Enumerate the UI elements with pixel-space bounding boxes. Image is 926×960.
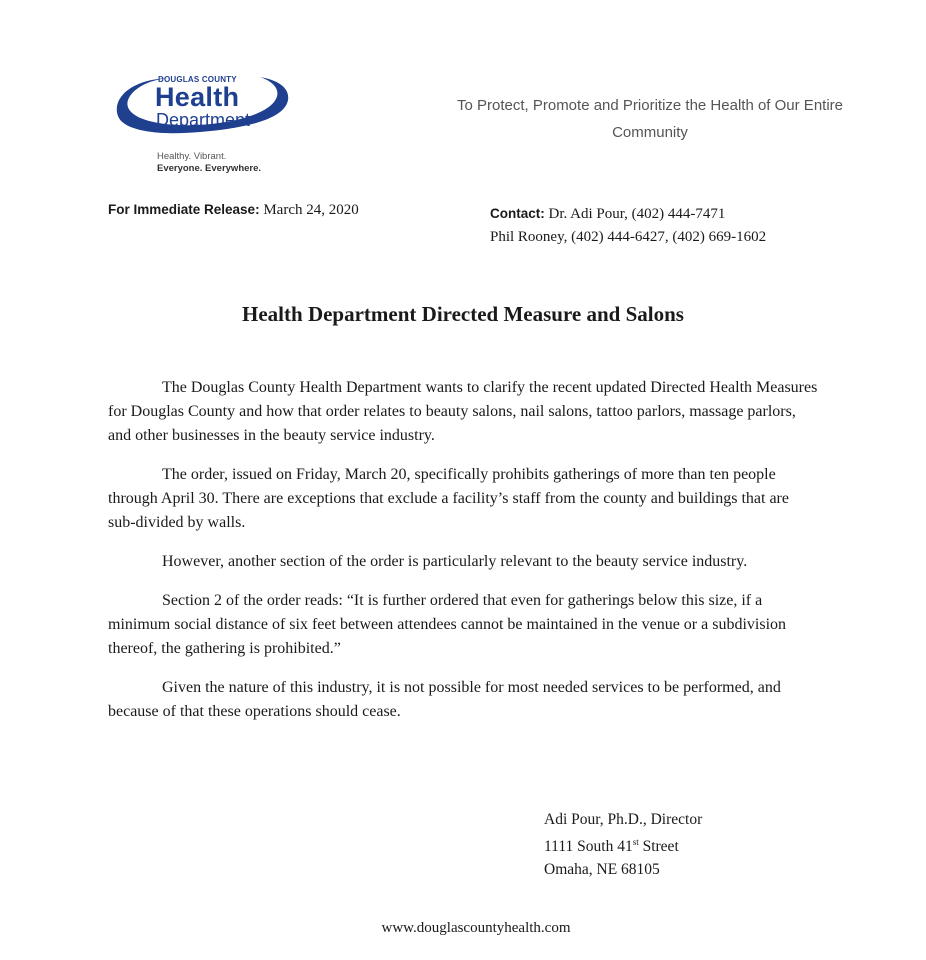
release-date: March 24, 2020 (263, 202, 359, 218)
paragraph: The order, issued on Friday, March 20, specifically prohibits gatherings of more than ten people through April 30. There are exceptions that exclude a facility’s staff from the county and buildings that are sub-divided by walls. (108, 466, 789, 531)
signature-block (544, 808, 702, 881)
logo-tagline-1: Healthy. Vibrant. (157, 151, 227, 162)
logo-department-text: Department (156, 110, 251, 130)
signature-name: Adi Pour, Ph.D., Director (544, 811, 703, 828)
logo-tagline-2: Everyone. Everywhere. (157, 163, 262, 174)
page-title: Health Department Directed Measure and Salons (242, 302, 684, 326)
mission-line-2: Community (612, 124, 688, 141)
signature-city: Omaha, NE 68105 (544, 861, 660, 879)
release-info: For Immediate Release: March 24, 2020 (108, 202, 359, 218)
contact-label: Contact: (490, 206, 545, 221)
paragraph: However, another section of the order is particularly relevant to the beauty service industry. (162, 553, 748, 570)
footer-website: www.douglascountyhealth.com (381, 920, 571, 936)
signature-street: 1111 South 41st Street (544, 837, 679, 856)
health-department-logo (110, 72, 310, 182)
mission-statement (420, 92, 880, 146)
paragraph: Section 2 of the order reads: “It is further ordered that even for gatherings below this size, if a minimum social distance of six feet between attendees cannot be maintained in the venue or a subdivision thereof, the gathering is prohibited.” (108, 592, 787, 657)
logo-county-text: DOUGLAS COUNTY (158, 75, 237, 84)
contact-line-2: Phil Rooney, (402) 444-6427, (402) 669-1602 (490, 229, 767, 245)
mission-line-1: To Protect, Promote and Prioritize the Health of Our Entire (456, 97, 843, 114)
paragraph: Given the nature of this industry, it is not possible for most needed services to be performed, and because of that these operations should cease. (108, 679, 781, 720)
paragraph: The Douglas County Health Department wants to clarify the recent updated Directed Health Measures for Douglas County and how that order relates to beauty salons, nail salons, tattoo parlors, massage parlors, and other businesses in the beauty service industry. (108, 379, 818, 444)
press-release-body (108, 376, 820, 739)
logo-health-text: Health (155, 82, 240, 112)
contact-line-1: Dr. Adi Pour, (402) 444-7471 (548, 206, 726, 222)
contact-info (490, 202, 766, 249)
release-label: For Immediate Release (108, 202, 256, 217)
